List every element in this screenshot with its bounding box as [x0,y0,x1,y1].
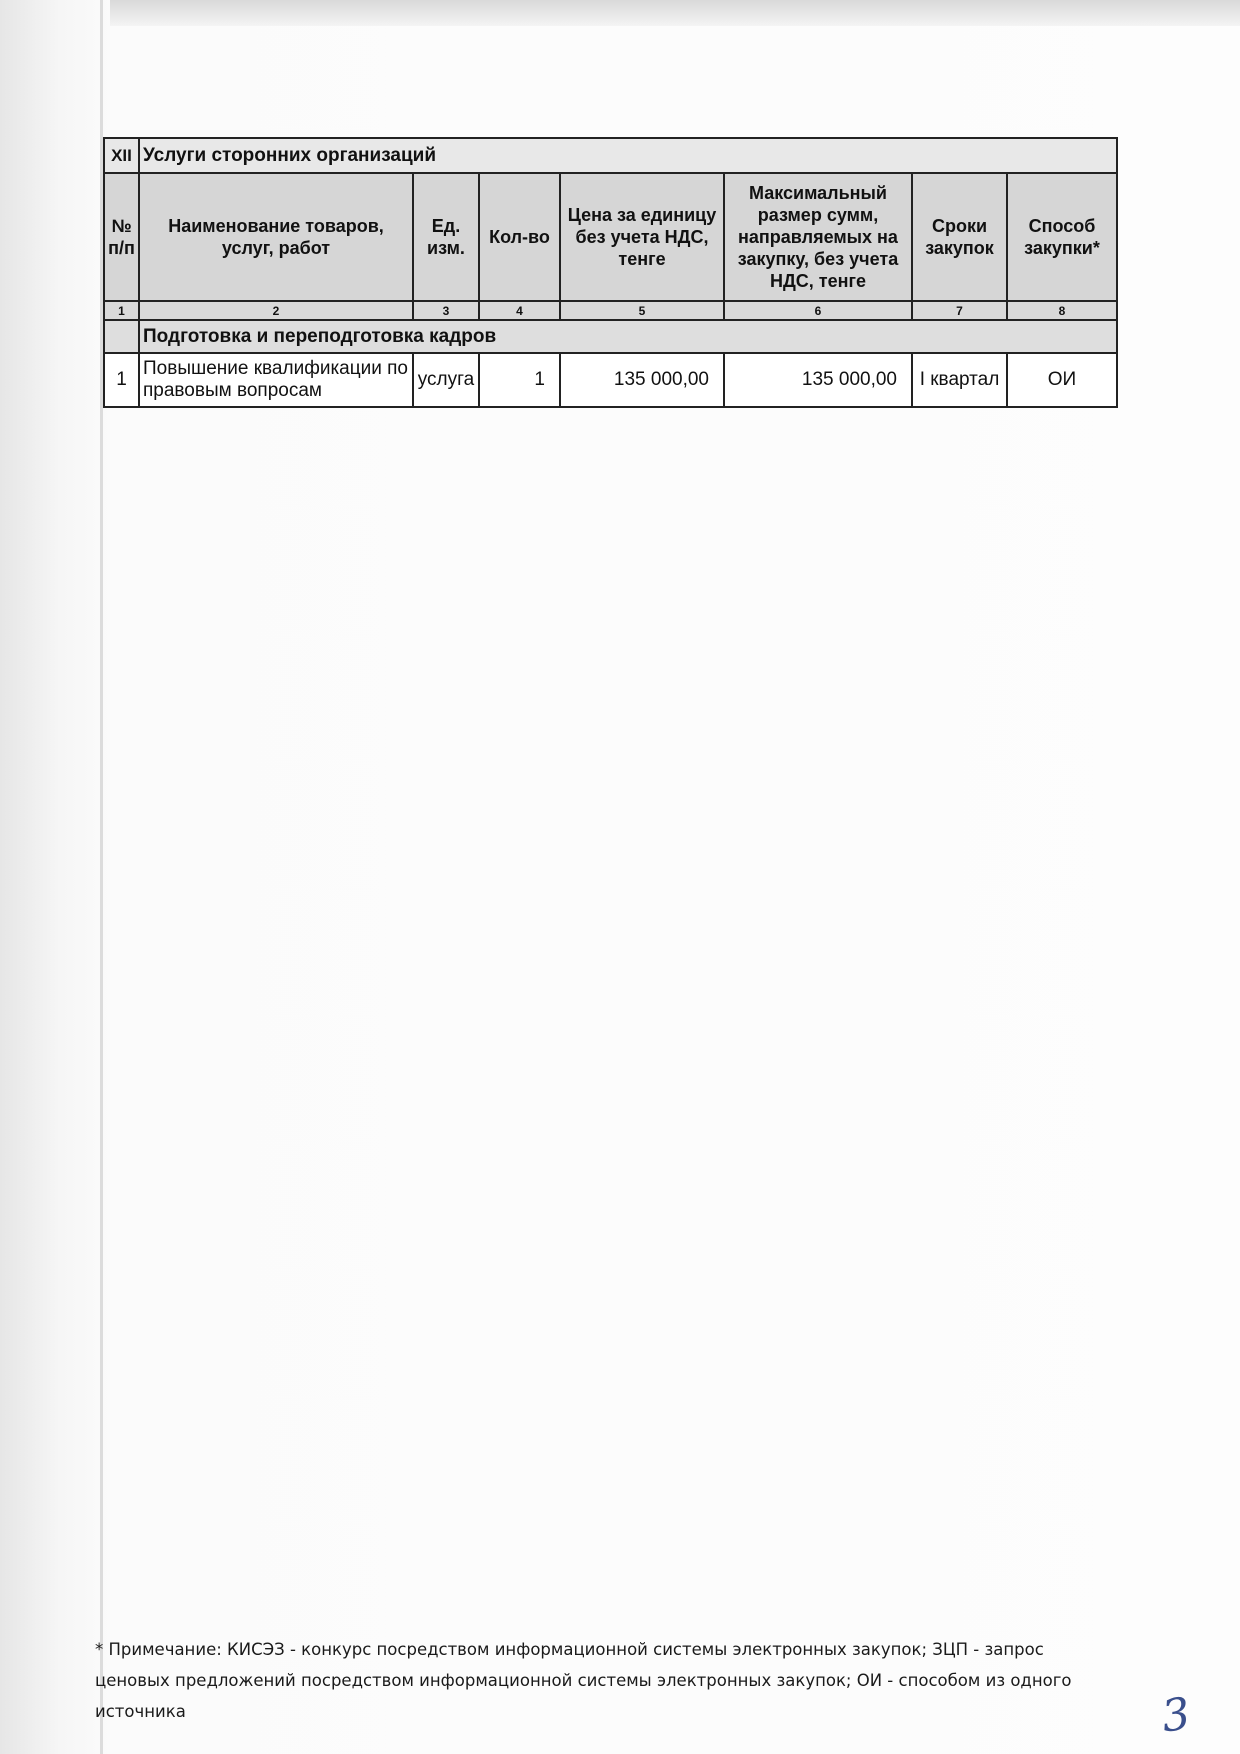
category-spacer [104,320,139,353]
column-number: 1 [104,301,139,320]
cell-qty: 1 [479,353,560,407]
cell-term: I квартал [912,353,1007,407]
header-max-sum: Максимальный размер сумм, направляемых на закупку, без учета НДС, тенге [724,173,912,301]
header-name: Наименование товаров, услуг, работ [139,173,413,301]
column-number: 6 [724,301,912,320]
section-number: XII [104,138,139,173]
header-unit: Ед. изм. [413,173,479,301]
header-no: № п/п [104,173,139,301]
cell-unit: услуга [413,353,479,407]
header-price: Цена за единицу без учета НДС, тенге [560,173,724,301]
column-number: 4 [479,301,560,320]
procurement-table [103,137,1118,408]
section-title: Услуги сторонних организаций [139,138,1117,173]
footnote: * Примечание: КИСЭЗ - конкурс посредством информационной системы электронных закупок; ЗЦП - запрос ценовых предложений посредством информационной системы электронных закупок; ОИ - способом из одного источника [95,1640,1072,1721]
column-number: 8 [1007,301,1117,320]
section-row [104,138,1117,173]
cell-name: Повышение квалификации по правовым вопросам [139,353,413,407]
header-term: Сроки закупок [912,173,1007,301]
table-row [104,353,1117,407]
column-number: 2 [139,301,413,320]
header-qty: Кол-во [479,173,560,301]
cell-price: 135 000,00 [560,353,724,407]
category-row [104,320,1117,353]
column-number-row [104,301,1117,320]
scan-shadow-top [110,0,1240,26]
cell-no: 1 [104,353,139,407]
column-number: 7 [912,301,1007,320]
handwritten-page-number: 3 [1158,1688,1194,1743]
column-number: 5 [560,301,724,320]
cell-max-sum: 135 000,00 [724,353,912,407]
cell-method: ОИ [1007,353,1117,407]
header-row [104,173,1117,301]
category-title: Подготовка и переподготовка кадров [139,320,1117,353]
header-method: Способ закупки* [1007,173,1117,301]
column-number: 3 [413,301,479,320]
